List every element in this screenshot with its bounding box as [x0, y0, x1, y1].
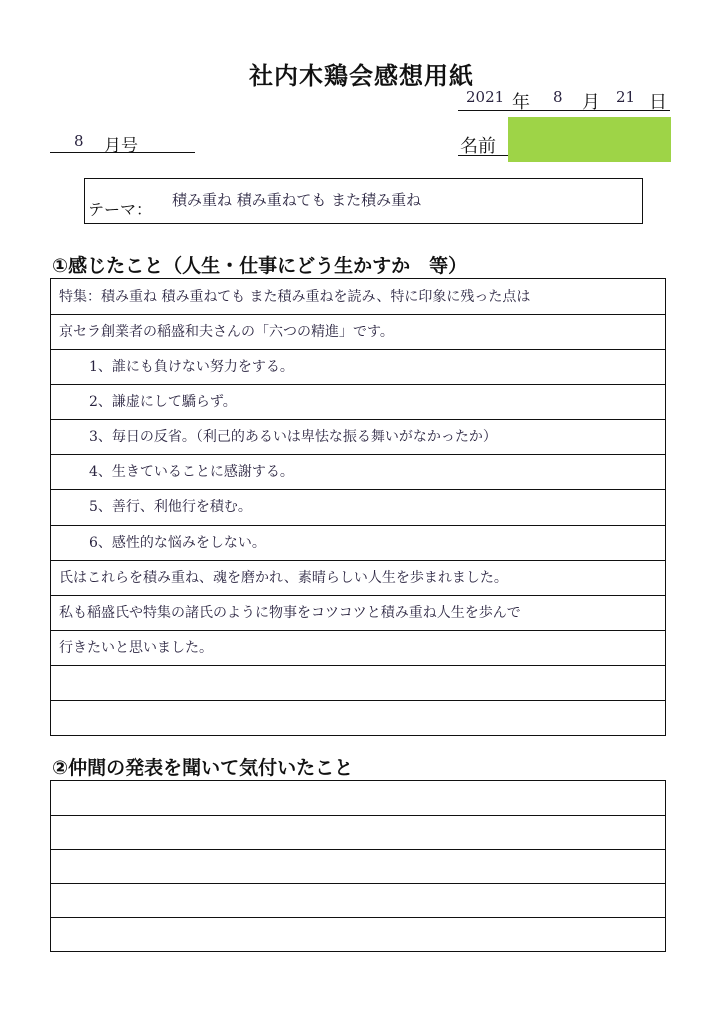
- handwritten-line: 氏はこれらを積み重ね、魂を磨かれ、素晴らしい人生を歩まれました。: [59, 569, 508, 586]
- month-label: 月: [582, 92, 600, 113]
- section1-heading: ①感じたこと（人生・仕事にどう生かすか 等）: [52, 255, 468, 277]
- handwritten-line: 5、善行、利他行を積む。: [89, 499, 252, 516]
- ruled-line: [51, 665, 665, 666]
- ruled-line: [51, 489, 665, 490]
- handwritten-line: 6、感性的な悩みをしない。: [89, 534, 266, 551]
- date-month: 8: [553, 88, 563, 106]
- handwritten-line: 4、生きていることに感謝する。: [89, 464, 294, 481]
- issue-label: 月号: [104, 136, 138, 156]
- handwritten-line: 1、誰にも負けない努力をする。: [89, 359, 294, 376]
- theme-value: 積み重ね 積み重ねても また積み重ね: [172, 191, 422, 209]
- handwritten-line: 特集：積み重ね 積み重ねても また積み重ねを読み、特に印象に残った点は: [59, 289, 531, 305]
- ruled-line: [51, 349, 665, 350]
- ruled-line: [51, 454, 665, 455]
- ruled-line: [51, 917, 665, 918]
- theme-label: テーマ：: [88, 200, 153, 219]
- date-underline: [458, 110, 670, 111]
- section1-lines: [50, 278, 666, 736]
- ruled-line: [51, 314, 665, 315]
- handwritten-line: 私も稲盛氏や特集の諸氏のように物事をコツコツと積み重ね人生を歩んで: [59, 604, 521, 621]
- date-day: 21: [616, 88, 636, 106]
- form-title: 社内木鶏会感想用紙: [249, 62, 474, 90]
- name-label: 名前: [460, 136, 496, 157]
- ruled-line: [51, 384, 665, 385]
- handwritten-line: 3、毎日の反省。（利己的あるいは卑怯な振る舞いがなかったか）: [89, 429, 497, 446]
- ruled-line: [51, 849, 665, 850]
- ruled-line: [51, 630, 665, 631]
- name-redaction: [508, 117, 671, 162]
- handwritten-line: 京セラ創業者の稲盛和夫さんの「六つの精進」です。: [59, 324, 394, 341]
- date-year: 2021: [466, 88, 505, 106]
- year-label: 年: [512, 92, 530, 113]
- issue-value: 8: [74, 132, 84, 150]
- ruled-line: [51, 525, 665, 526]
- day-label: 日: [649, 92, 667, 113]
- ruled-line: [51, 419, 665, 420]
- section2-heading: ②仲間の発表を聞いて気付いたこと: [52, 757, 354, 779]
- handwritten-line: 行きたいと思いました。: [59, 639, 213, 656]
- ruled-line: [51, 700, 665, 701]
- section2-lines: [50, 780, 666, 952]
- ruled-line: [51, 883, 665, 884]
- handwritten-line: 2、謙虚にして驕らず。: [89, 394, 237, 411]
- ruled-line: [51, 595, 665, 596]
- ruled-line: [51, 815, 665, 816]
- ruled-line: [51, 560, 665, 561]
